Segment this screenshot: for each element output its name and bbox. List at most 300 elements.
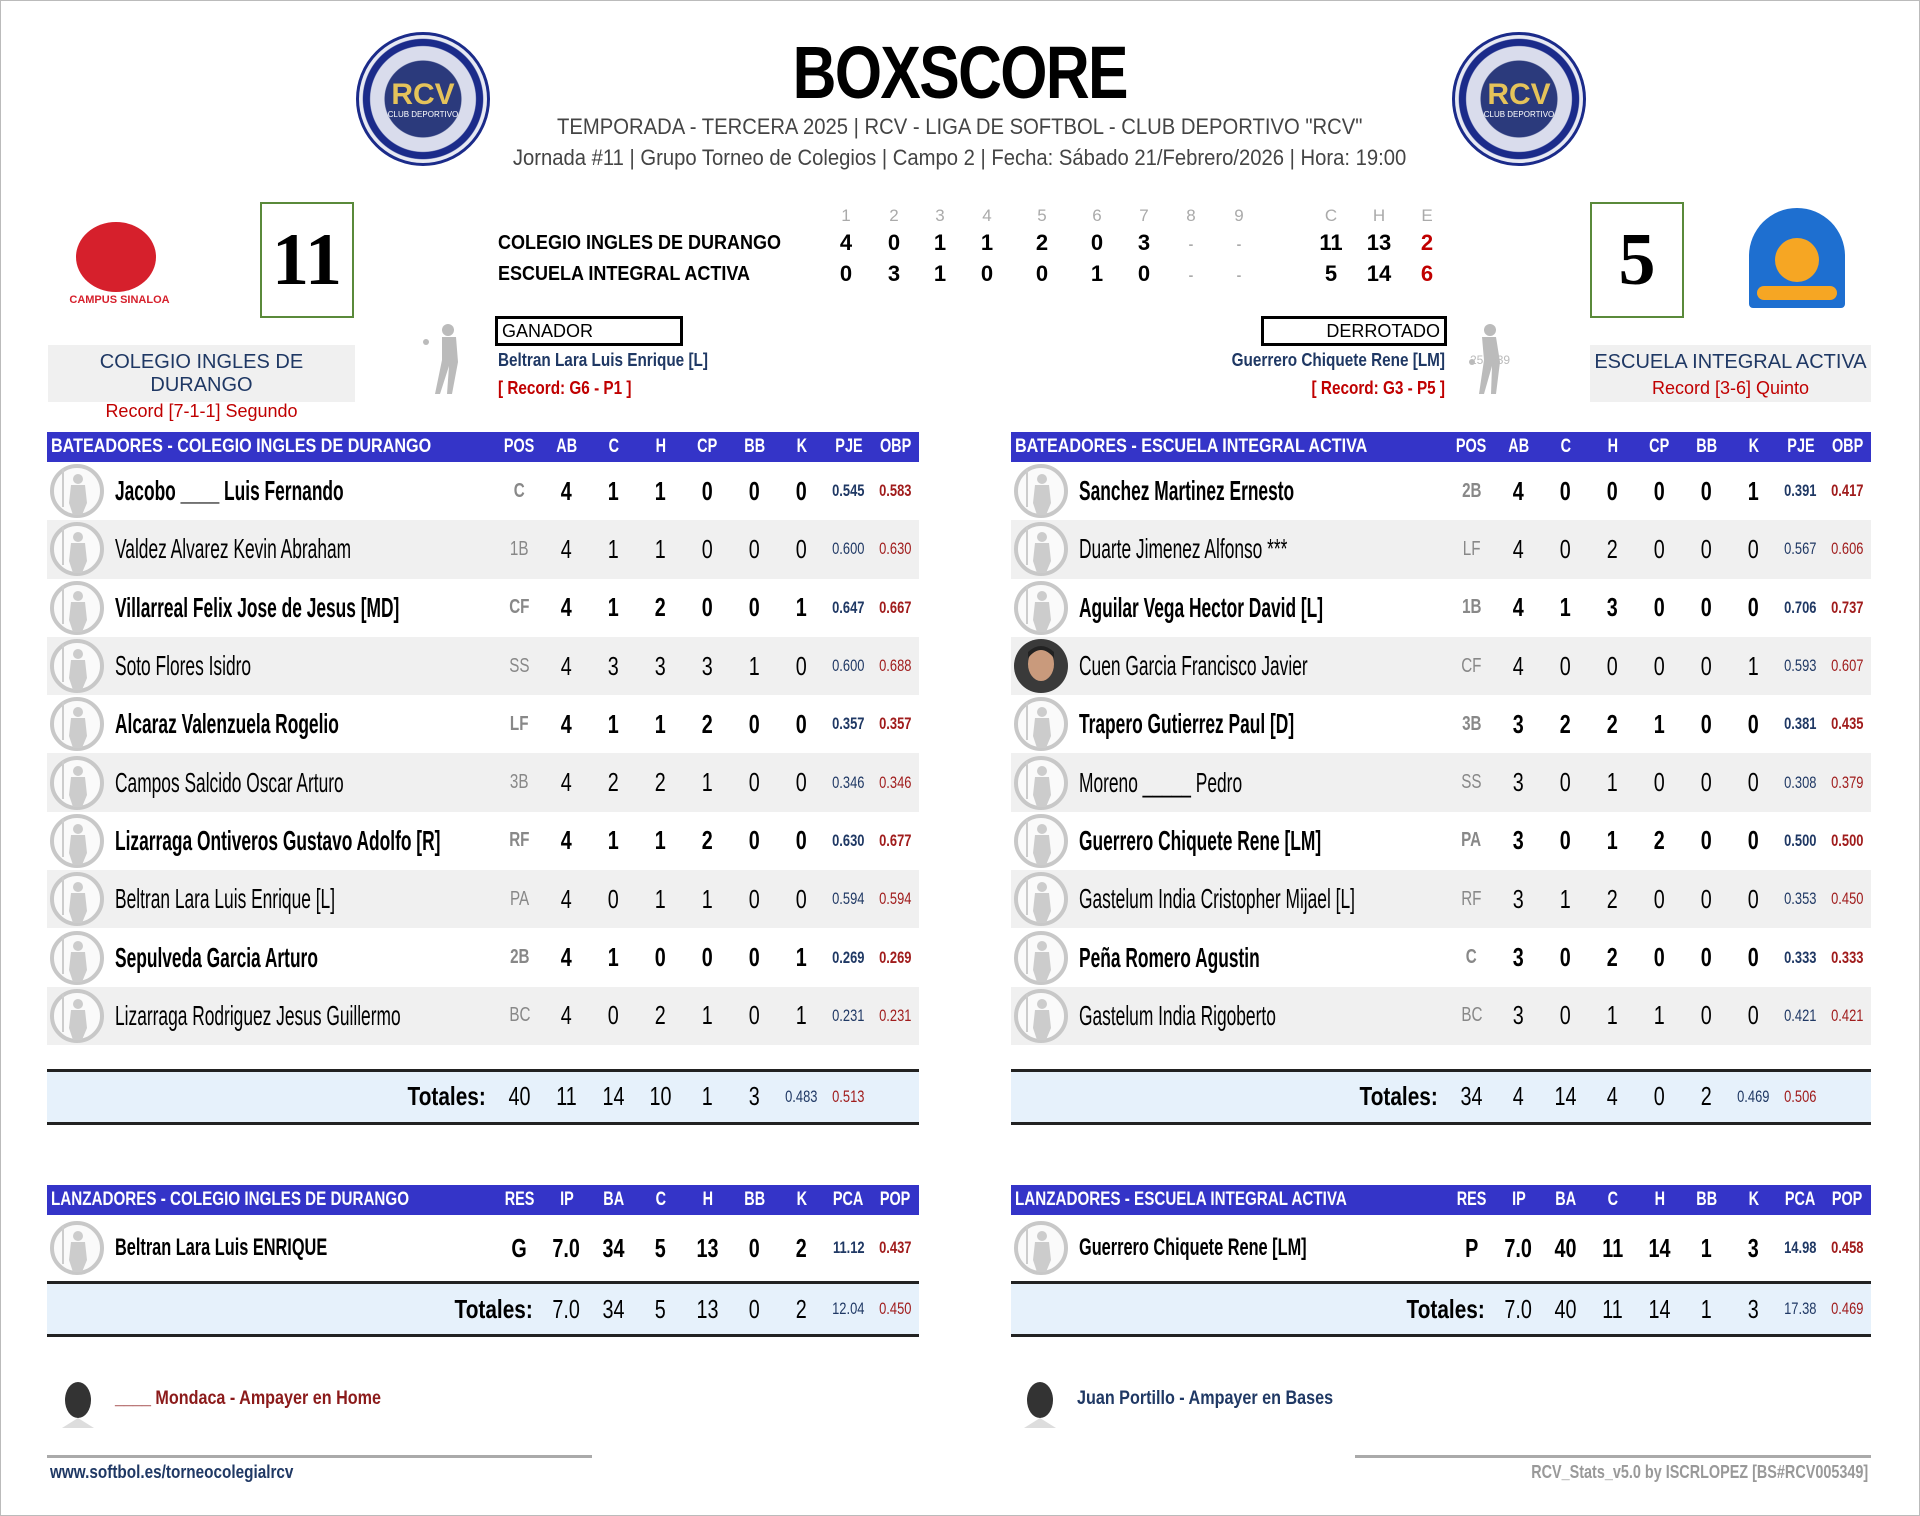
home-pitching-table xyxy=(47,1185,919,1337)
stat-pje: 0.381 xyxy=(1784,714,1817,734)
total-h: 13 xyxy=(1366,230,1392,255)
stat-obp: 0.688 xyxy=(879,656,912,676)
player-name[interactable]: Lizarraga Rodriguez Jesus Guillermo xyxy=(115,999,401,1031)
inning-label: 9 xyxy=(1234,206,1244,225)
column-header-ba[interactable]: BA xyxy=(1555,1189,1576,1210)
home-batting-table xyxy=(47,432,919,1125)
batting-rows xyxy=(1011,462,1871,1045)
column-header-ip[interactable]: IP xyxy=(1511,1189,1526,1210)
column-header-pop[interactable]: POP xyxy=(1832,1189,1863,1210)
stat-c: 5 xyxy=(655,1232,666,1263)
column-header-res[interactable]: RES xyxy=(504,1189,535,1210)
table-row[interactable] xyxy=(47,812,919,870)
player-photo xyxy=(1013,638,1069,694)
stat-k: 0 xyxy=(1748,883,1759,914)
stat-h: 0 xyxy=(1607,650,1618,681)
stat-pje: 0.421 xyxy=(1784,1005,1817,1025)
pitching-totals xyxy=(1011,1281,1871,1337)
column-header-bb[interactable]: BB xyxy=(744,1189,765,1210)
column-header-res[interactable]: RES xyxy=(1456,1189,1487,1210)
stat-h: 1 xyxy=(655,708,666,739)
stat-res: P xyxy=(1464,1232,1479,1263)
pitcher-name[interactable]: Beltran Lara Luis ENRIQUE xyxy=(115,1234,328,1261)
stat-pje: 0.269 xyxy=(832,947,865,967)
player-avatar-icon xyxy=(49,755,105,811)
stat-obp: 0.737 xyxy=(1831,597,1864,617)
total-k: 3 xyxy=(749,1081,760,1112)
table-row[interactable] xyxy=(47,520,919,578)
umpire-home-text: ____ Mondaca - Ampayer en Home xyxy=(115,1388,381,1409)
linescore-team-name: COLEGIO INGLES DE DURANGO xyxy=(498,232,782,254)
stat-ab: 4 xyxy=(561,1000,572,1031)
stat-pos: C xyxy=(514,479,525,502)
stat-c: 1 xyxy=(1560,592,1571,623)
stat-bb: 0 xyxy=(749,1232,760,1263)
player-name[interactable]: Peña Romero Agustin xyxy=(1079,941,1260,973)
column-header-pca[interactable]: PCA xyxy=(833,1189,864,1210)
stat-pos: PA xyxy=(1461,829,1482,852)
stat-cp: 0 xyxy=(1654,942,1665,973)
stat-k: 1 xyxy=(1748,650,1759,681)
stat-ab: 3 xyxy=(1513,942,1524,973)
player-name[interactable]: Alcaraz Valenzuela Rogelio xyxy=(115,708,339,740)
stat-c: 0 xyxy=(1560,825,1571,856)
stat-c: 1 xyxy=(1560,883,1571,914)
table-row[interactable] xyxy=(47,637,919,695)
stat-pos: SS xyxy=(1461,771,1482,794)
home-team-record: Record [7-1-1] Segundo xyxy=(105,401,298,421)
stat-ab: 3 xyxy=(1513,825,1524,856)
total-ba: 34 xyxy=(602,1293,625,1324)
umpire-icon xyxy=(58,1380,98,1428)
pitching-header xyxy=(1011,1185,1871,1215)
total-bb: 0 xyxy=(749,1293,760,1324)
stat-k: 0 xyxy=(1748,825,1759,856)
column-header-pos[interactable]: POS xyxy=(504,436,535,457)
away-team-logo xyxy=(1745,208,1849,308)
stat-obp: 0.450 xyxy=(1831,889,1864,909)
home-team-card xyxy=(48,345,355,421)
stat-ab: 3 xyxy=(1513,767,1524,798)
stat-obp: 0.500 xyxy=(1831,830,1864,850)
pitcher-row[interactable] xyxy=(47,1215,919,1281)
stat-obp: 0.606 xyxy=(1831,539,1864,559)
player-name[interactable]: Guerrero Chiquete Rene [LM] xyxy=(1079,824,1322,856)
column-header-c[interactable]: C xyxy=(608,436,619,457)
stat-c: 0 xyxy=(608,883,619,914)
stat-c: 0 xyxy=(1560,533,1571,564)
column-header-cp[interactable]: CP xyxy=(697,436,718,457)
stat-pos: 1B xyxy=(510,537,529,560)
stat-cp: 3 xyxy=(702,650,713,681)
player-avatar-icon xyxy=(49,638,105,694)
table-row[interactable] xyxy=(1011,462,1871,520)
stat-cp: 1 xyxy=(1654,1000,1665,1031)
player-name[interactable]: Gastelum India Cristopher Mijael [L] xyxy=(1079,883,1355,915)
player-name[interactable]: Soto Flores Isidro xyxy=(115,650,252,682)
table-row[interactable] xyxy=(1011,695,1871,753)
inning-runs: - xyxy=(1236,236,1242,252)
stat-k: 0 xyxy=(1748,708,1759,739)
stat-cp: 0 xyxy=(702,592,713,623)
stat-k: 0 xyxy=(796,650,807,681)
stat-obp: 0.677 xyxy=(879,830,912,850)
table-row[interactable] xyxy=(47,870,919,928)
stat-h: 13 xyxy=(696,1232,719,1263)
player-name[interactable]: Gastelum India Rigoberto xyxy=(1079,999,1276,1031)
umpire-icon xyxy=(1020,1380,1060,1428)
stat-pje: 0.600 xyxy=(832,539,865,559)
linescore-team-name: ESCUELA INTEGRAL ACTIVA xyxy=(498,263,751,285)
stat-k: 1 xyxy=(1748,475,1759,506)
stat-h: 1 xyxy=(1607,1000,1618,1031)
stat-bb: 0 xyxy=(749,942,760,973)
total-k: 2 xyxy=(1701,1081,1712,1112)
total-pje: 0.483 xyxy=(785,1086,818,1106)
stat-k: 0 xyxy=(796,475,807,506)
stat-pje: 0.647 xyxy=(832,597,865,617)
table-row[interactable] xyxy=(1011,870,1871,928)
inning-runs: - xyxy=(1188,267,1194,283)
stat-obp: 0.630 xyxy=(879,539,912,559)
stat-pje: 0.308 xyxy=(1784,772,1817,792)
stat-h: 1 xyxy=(655,533,666,564)
stat-c: 0 xyxy=(1560,475,1571,506)
away-batting-table xyxy=(1011,432,1871,1125)
player-name[interactable]: Lizarraga Ontiveros Gustavo Adolfo [R] xyxy=(115,824,441,856)
pitcher-silhouette-icon xyxy=(420,322,470,396)
column-header-c[interactable]: C xyxy=(655,1189,666,1210)
player-avatar-icon xyxy=(1013,930,1069,986)
pitcher-row[interactable] xyxy=(1011,1215,1871,1281)
total-pje: 0.469 xyxy=(1737,1086,1770,1106)
stat-pje: 0.231 xyxy=(832,1005,865,1025)
winner-label: GANADOR xyxy=(495,316,683,346)
player-avatar-icon xyxy=(1013,871,1069,927)
stat-cp: 0 xyxy=(1654,533,1665,564)
stat-obp: 0.417 xyxy=(1831,481,1864,501)
stat-cp: 0 xyxy=(1654,650,1665,681)
column-header-cp[interactable]: CP xyxy=(1649,436,1670,457)
logo-sub: CLUB DEPORTIVO xyxy=(1483,109,1555,119)
inning-label: 6 xyxy=(1092,206,1102,225)
stat-ba: 40 xyxy=(1554,1232,1577,1263)
stat-pop: 0.437 xyxy=(879,1238,912,1257)
stat-k: 0 xyxy=(1748,533,1759,564)
total-c: 5 xyxy=(655,1293,666,1324)
stat-ab: 4 xyxy=(561,883,572,914)
table-row[interactable] xyxy=(47,987,919,1045)
logo-text: RCV xyxy=(1487,77,1551,111)
column-header-h[interactable]: H xyxy=(1607,436,1618,457)
total-h: 14 xyxy=(1554,1081,1577,1112)
away-team-record: Record [3-6] Quinto xyxy=(1651,378,1810,398)
pitcher-name[interactable]: Guerrero Chiquete Rene [LM] xyxy=(1079,1234,1307,1261)
stat-h: 3 xyxy=(655,650,666,681)
column-header-k[interactable]: K xyxy=(796,436,807,457)
player-name[interactable]: Trapero Gutierrez Paul [D] xyxy=(1079,708,1295,740)
stat-c: 0 xyxy=(1560,650,1571,681)
stat-ab: 4 xyxy=(1513,592,1524,623)
stat-cp: 2 xyxy=(1654,825,1665,856)
stat-ab: 4 xyxy=(561,592,572,623)
table-row[interactable] xyxy=(1011,753,1871,811)
player-avatar-icon xyxy=(49,1220,105,1276)
away-team-card xyxy=(1590,345,1871,402)
column-header-ba[interactable]: BA xyxy=(603,1189,624,1210)
stat-obp: 0.379 xyxy=(1831,772,1864,792)
stat-c: 1 xyxy=(608,942,619,973)
stat-ab: 4 xyxy=(561,708,572,739)
stat-pos: BC xyxy=(508,1004,531,1027)
total-h: 14 xyxy=(602,1081,625,1112)
column-header-bb[interactable]: BB xyxy=(1696,1189,1717,1210)
column-header-c[interactable]: C xyxy=(1607,1189,1618,1210)
total-ba: 40 xyxy=(1554,1293,1577,1324)
column-header-c[interactable]: C xyxy=(1560,436,1571,457)
loser-name: Guerrero Chiquete Rene [LM] xyxy=(1231,350,1445,370)
column-header-k[interactable]: K xyxy=(1748,436,1759,457)
table-row[interactable] xyxy=(1011,812,1871,870)
home-score: 11 xyxy=(260,202,354,318)
player-name[interactable]: Villarreal Felix Jose de Jesus [MD] xyxy=(115,591,400,623)
column-header-bb[interactable]: BB xyxy=(744,436,765,457)
player-name[interactable]: Aguilar Vega Hector David [L] xyxy=(1079,591,1324,623)
player-name[interactable]: Moreno _____ Pedro xyxy=(1079,766,1243,798)
umpire-home xyxy=(58,1380,98,1433)
inning-runs: 0 xyxy=(887,230,901,255)
player-name[interactable]: Campos Salcido Oscar Arturo xyxy=(115,766,344,798)
player-avatar-icon xyxy=(1013,463,1069,519)
column-header-pop[interactable]: POP xyxy=(880,1189,911,1210)
player-avatar-icon xyxy=(49,930,105,986)
stat-bb: 0 xyxy=(1701,708,1712,739)
stat-obp: 0.231 xyxy=(879,1005,912,1025)
stat-h: 3 xyxy=(1607,592,1618,623)
player-name[interactable]: Beltran Lara Luis Enrique [L] xyxy=(115,883,336,915)
stat-pje: 0.600 xyxy=(832,656,865,676)
batting-header xyxy=(47,432,919,462)
total-c: 11 xyxy=(1602,1293,1623,1324)
column-header-h[interactable]: H xyxy=(702,1189,713,1210)
stat-pje: 0.567 xyxy=(1784,539,1817,559)
player-name[interactable]: Valdez Alvarez Kevin Abraham xyxy=(115,533,352,565)
player-avatar-icon xyxy=(1013,521,1069,577)
inning-runs: 2 xyxy=(1035,230,1049,255)
stat-obp: 0.333 xyxy=(1831,947,1864,967)
stat-bb: 0 xyxy=(749,533,760,564)
stat-pos: CF xyxy=(1461,654,1482,677)
stat-c: 1 xyxy=(608,533,619,564)
pitching-title: LANZADORES - ESCUELA INTEGRAL ACTIVA xyxy=(1015,1189,1347,1210)
stat-h: 2 xyxy=(1607,533,1618,564)
stat-c: 3 xyxy=(608,650,619,681)
stat-h: 2 xyxy=(1607,942,1618,973)
stat-pje: 0.593 xyxy=(1784,656,1817,676)
table-row[interactable] xyxy=(1011,579,1871,637)
player-avatar-icon xyxy=(49,696,105,752)
total-c: 11 xyxy=(1319,230,1343,255)
table-row[interactable] xyxy=(1011,928,1871,986)
stat-ab: 4 xyxy=(561,533,572,564)
batting-title: BATEADORES - ESCUELA INTEGRAL ACTIVA xyxy=(1015,436,1368,457)
winner-name: Beltran Lara Luis Enrique [L] xyxy=(498,350,708,370)
column-header-h[interactable]: H xyxy=(1654,1189,1665,1210)
away-team-name: ESCUELA INTEGRAL ACTIVA xyxy=(1594,351,1867,373)
player-name[interactable]: Duarte Jimenez Alfonso *** xyxy=(1079,533,1288,565)
stat-pje: 0.706 xyxy=(1784,597,1817,617)
stat-ab: 4 xyxy=(1513,475,1524,506)
stat-pos: RF xyxy=(1461,887,1482,910)
stat-cp: 0 xyxy=(1654,767,1665,798)
total-c: 5 xyxy=(1324,261,1338,286)
stat-cp: 1 xyxy=(1654,708,1665,739)
total-bb: 0 xyxy=(1654,1081,1665,1112)
column-header-k[interactable]: K xyxy=(1748,1189,1759,1210)
game-info-line xyxy=(0,145,1920,171)
stat-obp: 0.357 xyxy=(879,714,912,734)
stat-bb: 1 xyxy=(1701,1232,1712,1263)
stat-h: 1 xyxy=(1607,767,1618,798)
column-header-k[interactable]: K xyxy=(796,1189,807,1210)
batting-header xyxy=(1011,432,1871,462)
stat-c: 0 xyxy=(1560,1000,1571,1031)
player-avatar-icon xyxy=(49,521,105,577)
stat-ab: 3 xyxy=(1513,883,1524,914)
stat-c: 2 xyxy=(1560,708,1571,739)
stat-bb: 0 xyxy=(1701,475,1712,506)
totals-label: Totales: xyxy=(407,1081,486,1112)
column-header-h[interactable]: H xyxy=(655,436,666,457)
footer-url[interactable]: www.softbol.es/torneocolegialrcv xyxy=(50,1462,294,1482)
table-row[interactable] xyxy=(47,753,919,811)
batting-totals xyxy=(47,1069,919,1125)
inning-runs: 1 xyxy=(933,230,947,255)
stat-ab: 4 xyxy=(1513,533,1524,564)
totals-label: Totales: xyxy=(1359,1081,1438,1112)
total-cp: 10 xyxy=(649,1081,672,1112)
inning-runs: 0 xyxy=(1035,261,1049,286)
stat-k: 0 xyxy=(1748,767,1759,798)
umpire-bases-text: Juan Portillo - Ampayer en Bases xyxy=(1077,1388,1334,1409)
table-row[interactable] xyxy=(1011,987,1871,1045)
footer-divider-left xyxy=(47,1455,592,1458)
column-header-bb[interactable]: BB xyxy=(1696,436,1717,457)
player-avatar-icon xyxy=(49,463,105,519)
table-row[interactable] xyxy=(1011,520,1871,578)
column-header-ab[interactable]: AB xyxy=(1508,436,1529,457)
stat-k: 3 xyxy=(1748,1232,1759,1263)
table-row[interactable] xyxy=(47,695,919,753)
column-header-obp[interactable]: OBP xyxy=(879,436,912,457)
column-header-ip[interactable]: IP xyxy=(559,1189,574,1210)
stat-pje: 0.500 xyxy=(1784,830,1817,850)
stat-ab: 4 xyxy=(1513,650,1524,681)
stat-k: 0 xyxy=(796,883,807,914)
stat-obp: 0.346 xyxy=(879,772,912,792)
column-header-pje[interactable]: PJE xyxy=(834,436,863,457)
column-header-pos[interactable]: POS xyxy=(1456,436,1487,457)
stat-h: 1 xyxy=(655,825,666,856)
stat-pos: BC xyxy=(1460,1004,1483,1027)
stat-k: 2 xyxy=(796,1232,807,1263)
player-avatar-icon xyxy=(1013,580,1069,636)
stat-h: 2 xyxy=(1607,708,1618,739)
stat-bb: 0 xyxy=(1701,533,1712,564)
column-header-pca[interactable]: PCA xyxy=(1785,1189,1816,1210)
player-name[interactable]: Jacobo ____ Luis Fernando xyxy=(115,475,344,507)
logo-sub: CLUB DEPORTIVO xyxy=(387,109,459,119)
inning-label: 3 xyxy=(935,206,945,225)
player-name[interactable]: Sepulveda Garcia Arturo xyxy=(115,941,318,973)
stat-cp: 1 xyxy=(702,767,713,798)
stat-pje: 0.353 xyxy=(1784,889,1817,909)
batting-totals xyxy=(1011,1069,1871,1125)
season-line xyxy=(0,114,1920,140)
player-name[interactable]: Sanchez Martinez Ernesto xyxy=(1079,475,1295,507)
home-team-logo xyxy=(62,212,177,307)
column-header-obp[interactable]: OBP xyxy=(1831,436,1864,457)
stat-k: 0 xyxy=(1748,942,1759,973)
total-k: 3 xyxy=(1748,1293,1759,1324)
stat-res: G xyxy=(511,1232,528,1263)
column-header-pje[interactable]: PJE xyxy=(1786,436,1815,457)
inning-runs: 1 xyxy=(933,261,947,286)
total-bb: 1 xyxy=(702,1081,713,1112)
footer-divider-right xyxy=(1355,1455,1871,1458)
inning-runs: 4 xyxy=(839,230,853,255)
totals-label: Totales: xyxy=(454,1293,533,1324)
stat-pos: C xyxy=(1466,946,1477,969)
loser-record: [ Record: G3 - P5 ] xyxy=(1311,378,1445,398)
inning-label: 7 xyxy=(1139,206,1149,225)
away-score: 5 xyxy=(1590,202,1684,318)
stat-c: 0 xyxy=(608,1000,619,1031)
stat-pos: 3B xyxy=(510,771,529,794)
away-pitching-table xyxy=(1011,1185,1871,1337)
title-text: BOXSCORE xyxy=(792,31,1128,114)
table-row[interactable] xyxy=(47,579,919,637)
inning-runs: 3 xyxy=(1137,230,1151,255)
table-row[interactable] xyxy=(47,462,919,520)
total-label: H xyxy=(1372,206,1386,225)
total-ab: 34 xyxy=(1460,1081,1483,1112)
total-pop: 0.450 xyxy=(879,1299,912,1318)
season-text: TEMPORADA - TERCERA 2025 | RCV - LIGA DE SOFTBOL - CLUB DEPORTIVO "RCV" xyxy=(557,114,1363,139)
stat-h: 0 xyxy=(655,942,666,973)
loser-label: DERROTADO xyxy=(1261,316,1447,346)
stat-ab: 3 xyxy=(1513,708,1524,739)
stat-bb: 0 xyxy=(749,708,760,739)
stat-bb: 0 xyxy=(749,475,760,506)
stat-c: 11 xyxy=(1602,1232,1623,1263)
inning-label: 8 xyxy=(1186,206,1196,225)
player-name[interactable]: Cuen Garcia Francisco Javier xyxy=(1079,650,1308,682)
stat-c: 1 xyxy=(608,708,619,739)
stat-c: 1 xyxy=(608,475,619,506)
stat-k: 1 xyxy=(796,942,807,973)
inning-runs: - xyxy=(1188,236,1194,252)
page-title xyxy=(0,30,1920,115)
inning-runs: 0 xyxy=(1137,261,1151,286)
footer-credit: RCV_Stats_v5.0 by ISCRLOPEZ [BS#RCV005349] xyxy=(1531,1462,1868,1482)
stat-k: 0 xyxy=(796,825,807,856)
table-row[interactable] xyxy=(1011,637,1871,695)
stat-pje: 0.346 xyxy=(832,772,865,792)
stat-pje: 0.333 xyxy=(1784,947,1817,967)
column-header-ab[interactable]: AB xyxy=(556,436,577,457)
table-row[interactable] xyxy=(47,928,919,986)
